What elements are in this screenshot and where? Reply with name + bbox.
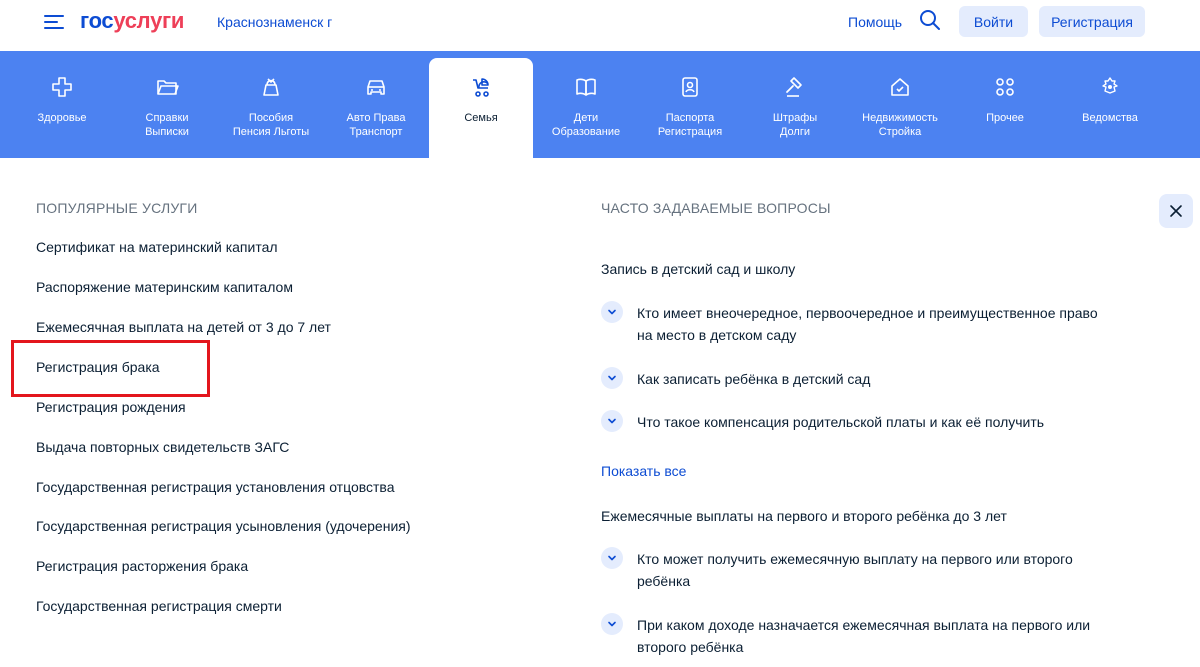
category-label: Ведомства [1082, 112, 1138, 124]
city-selector[interactable]: Краснознаменск г [217, 14, 333, 30]
chevron-down-icon [601, 613, 623, 635]
service-link-maternity-disposal[interactable]: Распоряжение материнским капиталом [36, 279, 293, 295]
chevron-down-icon [601, 367, 623, 389]
faq-question-text: Кто имеет внеочередное, первоочередное и преимущественное право на место в детском саду [637, 305, 1098, 343]
category-label: Здоровье [37, 112, 87, 124]
gavel-icon [783, 75, 807, 99]
chevron-down-icon [601, 410, 623, 432]
category-certificates[interactable] [115, 51, 219, 158]
service-link-repeat-certificates[interactable]: Выдача повторных свидетельств ЗАГС [36, 439, 290, 455]
service-link-adoption-registration[interactable]: Государственная регистрация усыновления (удочерения) [36, 518, 411, 534]
category-education[interactable] [534, 51, 638, 158]
house-icon [888, 75, 912, 99]
chevron-down-icon [601, 547, 623, 569]
category-agencies[interactable] [1058, 51, 1162, 158]
category-passports[interactable] [638, 51, 742, 158]
category-label: Дети Образование [551, 112, 621, 138]
chevron-down-icon [601, 301, 623, 323]
service-link-marriage-registration[interactable]: Регистрация брака [36, 359, 160, 375]
faq-question-text: Как записать ребёнка в детский сад [637, 371, 871, 387]
close-icon [1169, 204, 1183, 218]
category-label: Авто Права Транспорт [346, 112, 406, 138]
faq-group-title: Ежемесячные выплаты на первого и второго ребёнка до 3 лет [601, 508, 1007, 524]
help-link[interactable]: Помощь [848, 14, 903, 30]
coat-of-arms-icon [1098, 75, 1122, 99]
faq-title: ЧАСТО ЗАДАВАЕМЫЕ ВОПРОСЫ [601, 200, 831, 216]
faq-question-text: Кто может получить ежемесячную выплату на первого или второго ребёнка [637, 551, 1073, 589]
category-family[interactable] [429, 58, 533, 158]
car-icon [364, 75, 388, 99]
wallet-bag-icon [259, 75, 283, 99]
close-button[interactable] [1159, 194, 1193, 228]
service-link-maternity-certificate[interactable]: Сертификат на материнский капитал [36, 239, 278, 255]
category-label: Недвижимость Стройка [862, 112, 938, 138]
category-auto[interactable] [324, 51, 428, 158]
faq-group-title: Запись в детский сад и школу [601, 261, 796, 277]
category-fines[interactable] [743, 51, 847, 158]
category-label: Справки Выписки [145, 112, 189, 138]
faq-question-text: При каком доходе назначается ежемесячная выплата на первого или второго ребёнка [637, 617, 1091, 655]
category-health[interactable] [10, 51, 114, 158]
register-button[interactable]: Регистрация [1039, 6, 1145, 37]
category-other[interactable] [953, 51, 1057, 158]
service-link-divorce-registration[interactable]: Регистрация расторжения брака [36, 558, 249, 574]
category-bar [0, 51, 1200, 158]
health-cross-icon [50, 75, 74, 99]
search-icon[interactable] [918, 8, 942, 32]
grid-icon [993, 75, 1017, 99]
category-label: Паспорта Регистрация [657, 112, 723, 138]
service-link-birth-registration[interactable]: Регистрация рождения [36, 399, 186, 415]
category-label: Штрафы Долги [772, 112, 818, 138]
book-icon [574, 75, 598, 99]
service-link-monthly-payment-3-7[interactable]: Ежемесячная выплата на детей от 3 до 7 лет [36, 319, 331, 335]
login-button[interactable]: Войти [959, 6, 1028, 37]
show-all-link[interactable]: Показать все [601, 463, 687, 479]
header [0, 0, 1200, 51]
logo-part-gos: гос [80, 8, 114, 33]
category-label: Прочее [986, 112, 1024, 124]
service-link-paternity-registration[interactable]: Государственная регистрация установления отцовства [36, 479, 395, 495]
faq-question-text: Что такое компенсация родительской платы и как её получить [637, 414, 1045, 430]
category-label: Семья [464, 112, 498, 124]
category-benefits[interactable] [219, 51, 323, 158]
baby-stroller-icon [469, 75, 493, 99]
service-link-death-registration[interactable]: Государственная регистрация смерти [36, 598, 282, 614]
category-realty[interactable] [848, 51, 952, 158]
menu-burger-icon[interactable] [44, 13, 64, 31]
logo-part-uslugi: услуги [113, 8, 185, 33]
category-label: Пособия Пенсия Льготы [232, 112, 310, 138]
popular-services-title: ПОПУЛЯРНЫЕ УСЛУГИ [36, 200, 198, 216]
gosuslugi-logo[interactable] [80, 8, 184, 34]
passport-icon [678, 75, 702, 99]
folder-icon [155, 75, 179, 99]
